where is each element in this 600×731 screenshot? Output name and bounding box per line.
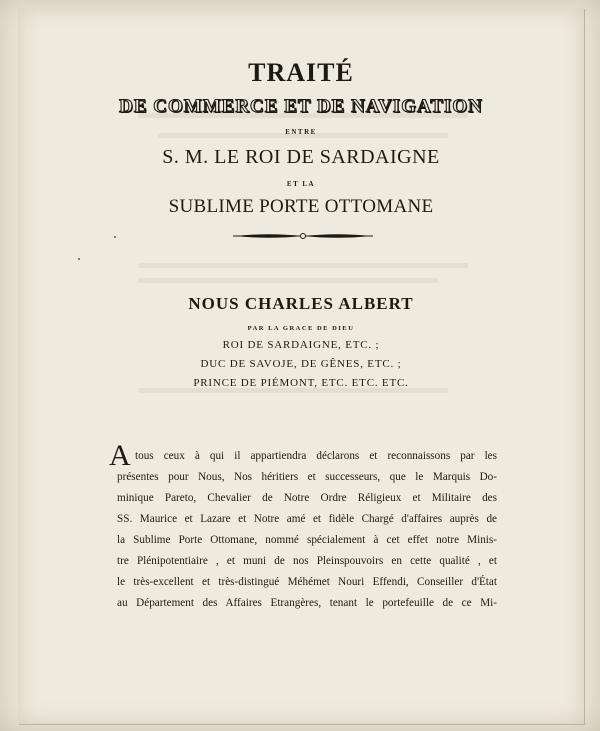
body-line <box>117 446 497 467</box>
body-line-text: tous ceux à qui il appartiendra déclarons et reconnaissons par les <box>135 450 497 462</box>
document-subtitle: DE COMMERCE ET DE NAVIGATION <box>119 96 483 117</box>
speck <box>114 236 116 238</box>
body-line: le très-excellent et très-distingué Méhémet Nouri Effendi, Conseiller d'État <box>117 576 497 588</box>
body-line: SS. Maurice et Lazare et Notre amé et fidèle Chargé d'affaires auprès de <box>117 513 497 525</box>
entre-label: ENTRE <box>285 128 317 136</box>
document-title: TRAITÉ <box>248 58 354 87</box>
body-line: au Département des Affaires Etrangères, tenant le portefeuille de ce Mi- <box>117 597 497 609</box>
body-line: présentes pour Nous, Nos héritiers et successeurs, que le Marquis Do- <box>117 471 497 483</box>
drop-cap: A <box>109 439 131 472</box>
grace-label: PAR LA GRACE DE DIEU <box>247 325 355 332</box>
ornament-divider-icon <box>233 231 373 241</box>
body-paragraph <box>109 439 497 614</box>
title-line-king: ROI DE SARDAIGNE, ETC. ; <box>222 339 380 351</box>
bleed-through-mark <box>138 278 438 283</box>
party-sardinia: S. M. LE ROI DE SARDAIGNE <box>162 146 440 168</box>
body-line: minique Pareto, Chevalier de Notre Ordre Réligieux et Militaire des <box>117 492 497 504</box>
proclamation-heading: NOUS CHARLES ALBERT <box>188 294 414 313</box>
title-line-duke: DUC DE SAVOJE, DE GÊNES, ETC. ; <box>200 358 402 370</box>
party-ottoman: SUBLIME PORTE OTTOMANE <box>168 196 434 217</box>
title-line-prince: PRINCE DE PIÉMONT, ETC. ETC. ETC. <box>193 377 409 389</box>
bleed-through-mark <box>138 263 468 268</box>
et-la-label: ET LA <box>286 180 316 188</box>
speck <box>78 258 80 260</box>
body-line: tre Plénipotentiaire , et muni de nos Pleinspouvoirs en cette qualité , et <box>117 555 497 567</box>
body-line: la Sublime Porte Ottomane, nommé spécialement à cet effet notre Minis- <box>117 534 497 546</box>
document-page <box>18 8 584 724</box>
